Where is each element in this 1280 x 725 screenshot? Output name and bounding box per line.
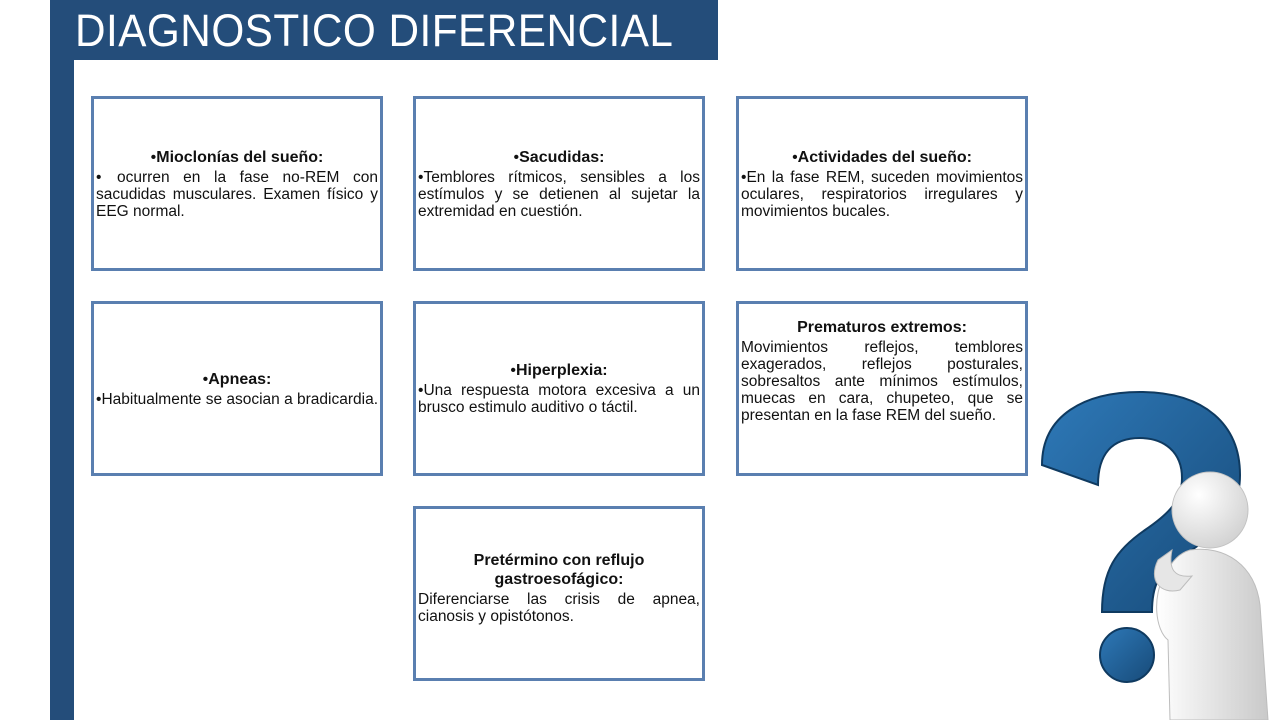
card-sacudidas [413,96,705,271]
bullet-icon: • [96,390,102,408]
card-body: Movimientos reflejos, temblores exagerados, reflejos posturales, sobresaltos ante mínimos estímulos, muecas en cara, chupeteo, que se presentan en la fase REM del sueño. [741,339,1023,424]
card-title: Pretérmino con reflujo gastroesofágico: [473,552,645,588]
bullet-icon: • [513,148,520,166]
page-title: DIAGNOSTICO DIFERENCIAL [75,5,674,56]
bullet-icon: • [741,168,747,186]
card-title: •Actividades del sueño: [792,148,972,166]
bullet-icon: • [418,382,424,399]
card-title: •Mioclonías del sueño: [150,148,324,166]
bullet-icon: • [202,370,209,388]
bullet-icon: • [418,168,424,186]
card-body: •Temblores rítmicos, sensibles a los estímulos y se detienen al sujetar la extremidad en cuestión. [418,168,700,220]
card-body: •Una respuesta motora excesiva a un brusco estimulo auditivo o táctil. [418,382,700,416]
card-hiperplexia [413,301,705,476]
card-apneas [91,301,383,476]
left-accent-bar [50,0,74,720]
card-title: Prematuros extremos: [797,319,967,336]
card-pretermino-reflujo [413,506,705,681]
card-body: Diferenciarse las crisis de apnea, cianosis y opistótonos. [418,591,700,625]
bullet-icon: • [96,168,102,186]
card-mioclonias [91,96,383,271]
card-body: •Habitualmente se asocian a bradicardia. [96,390,379,408]
card-prematuros-extremos [736,301,1028,476]
card-title: •Hiperplexia: [510,362,608,379]
bullet-icon: • [510,362,516,379]
card-actividades-del-sueno [736,96,1028,271]
bullet-icon: • [150,148,157,166]
card-body: • ocurren en la fase no-REM con sacudidas musculares. Examen físico y EEG normal. [96,168,378,220]
bullet-icon: • [792,148,798,166]
card-title: •Apneas: [202,370,272,388]
card-title: •Sacudidas: [513,148,605,166]
card-body: •En la fase REM, suceden movimientos oculares, respiratorios irregulares y movimientos bucales. [741,168,1023,220]
thinking-person-question-mark-icon [1040,390,1280,720]
